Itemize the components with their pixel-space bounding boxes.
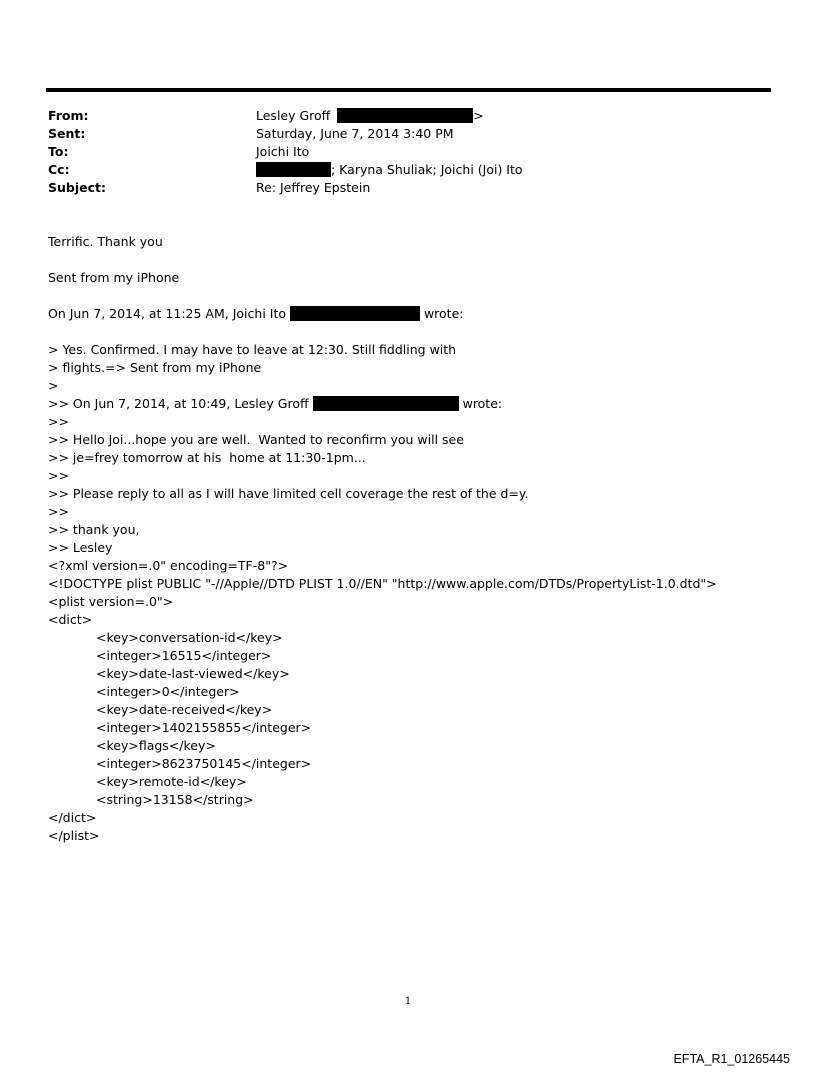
xml-line: <key>conversation-id</key>	[96, 630, 283, 645]
xml-line: <string>13158</string>	[96, 792, 254, 807]
email-body	[48, 233, 788, 845]
subject-label: Subject:	[48, 180, 106, 195]
attribution-text: On Jun 7, 2014, at 11:25 AM, Joichi Ito	[48, 306, 290, 321]
xml-line: <!DOCTYPE plist PUBLIC "-//Apple//DTD PLIST 1.0//EN" "http://www.apple.com/DTDs/PropertyList-1.0.dtd">	[48, 576, 717, 591]
sent-value: Saturday, June 7, 2014 3:40 PM	[256, 126, 454, 141]
xml-line: <integer>1402155855</integer>	[96, 720, 312, 735]
from-name: Lesley Groff	[256, 108, 331, 123]
page-number: 1	[404, 996, 412, 1007]
xml-line: <key>date-last-viewed</key>	[96, 666, 290, 681]
quoted-line: >>	[48, 414, 69, 429]
header-rule	[46, 88, 771, 92]
email-header	[48, 107, 523, 197]
quoted-line: >> je=frey tomorrow at his home at 11:30-1pm...	[48, 450, 366, 465]
redaction-box	[313, 396, 459, 411]
quoted-line: >>	[48, 468, 69, 483]
from-closing: >	[473, 108, 484, 123]
to-row	[48, 143, 523, 161]
xml-line: <key>flags</key>	[96, 738, 216, 753]
quoted-line: > Yes. Confirmed. I may have to leave at 12:30. Still fiddling with	[48, 342, 457, 357]
sent-row	[48, 125, 523, 143]
from-label: From:	[48, 108, 89, 123]
xml-line: <key>date-received</key>	[96, 702, 273, 717]
to-label: To:	[48, 144, 69, 159]
quoted-line: >> Please reply to all as I will have limited cell coverage the rest of the d=y.	[48, 486, 529, 501]
quoted-line: > flights.=> Sent from my iPhone	[48, 360, 262, 375]
body-line: Sent from my iPhone	[48, 270, 180, 285]
xml-line: <plist version=.0">	[48, 594, 174, 609]
to-value: Joichi Ito	[256, 144, 310, 159]
xml-line: </dict>	[48, 810, 97, 825]
xml-line: <integer>8623750145</integer>	[96, 756, 312, 771]
quoted-line: >> Hello Joi...hope you are well. Wanted to reconfirm you will see	[48, 432, 464, 447]
xml-line: </plist>	[48, 828, 100, 843]
from-row	[48, 107, 523, 125]
quoted-attribution	[48, 395, 788, 413]
redaction-box	[290, 306, 420, 321]
sent-label: Sent:	[48, 126, 86, 141]
attribution-text: wrote:	[458, 396, 503, 411]
cc-names: ; Karyna Shuliak; Joichi (Joi) Ito	[331, 162, 523, 177]
from-value	[256, 107, 484, 125]
cc-value	[256, 161, 523, 179]
quoted-line: >	[48, 378, 59, 393]
attribution-text: wrote:	[419, 306, 464, 321]
xml-line: <?xml version=.0" encoding=TF-8"?>	[48, 558, 289, 573]
cc-label: Cc:	[48, 162, 70, 177]
redaction-box	[256, 162, 331, 177]
redaction-box	[337, 108, 473, 123]
xml-line: <key>remote-id</key>	[96, 774, 247, 789]
attribution-text: >> On Jun 7, 2014, at 10:49, Lesley Groff	[48, 396, 313, 411]
subject-value: Re: Jeffrey Epstein	[256, 180, 371, 195]
body-line: Terrific. Thank you	[48, 234, 163, 249]
reply-attribution	[48, 305, 788, 323]
cc-row	[48, 161, 523, 179]
quoted-line: >> thank you,	[48, 522, 140, 537]
bates-number: EFTA_R1_01265445	[673, 1052, 790, 1066]
xml-line: <dict>	[48, 612, 93, 627]
xml-line: <integer>16515</integer>	[96, 648, 272, 663]
xml-line: <integer>0</integer>	[96, 684, 240, 699]
subject-row	[48, 179, 523, 197]
quoted-line: >> Lesley	[48, 540, 113, 555]
quoted-line: >>	[48, 504, 69, 519]
